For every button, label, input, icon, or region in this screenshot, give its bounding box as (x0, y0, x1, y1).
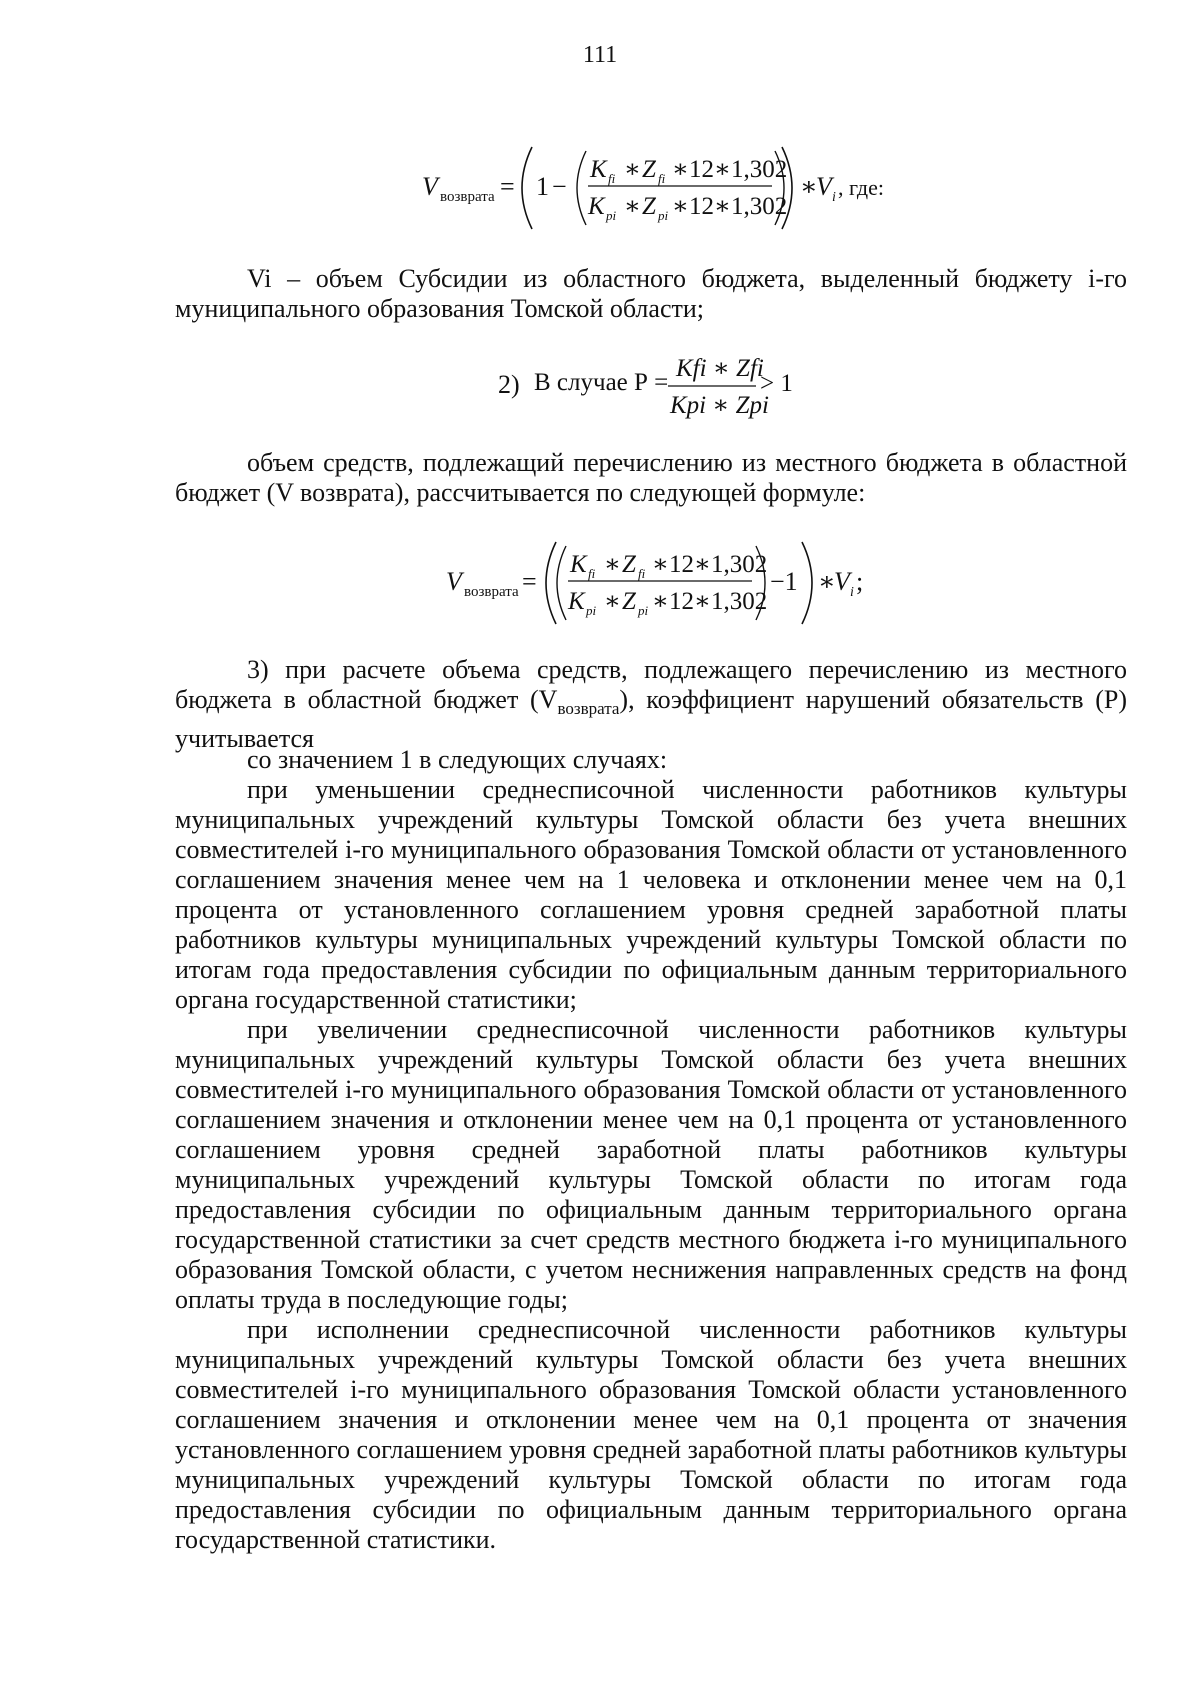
formula2-den-star: ∗ (604, 588, 621, 615)
formula2-suffix: ; (856, 567, 864, 596)
formula2-num-k-sub: fi (588, 566, 596, 581)
para-case-increase: при увеличении среднесписочной численности работников культуры муниципальных учреждений культуры Томской области без учета внешних совместителей i-го муниципального образования Томской области от установленного соглашением значения и отклонении менее чем на 0,1 процента от установленного соглашением уровня средней заработной платы работников культуры муниципальных учреждений культуры Томской области по итогам года предоставления субсидии по официальным данным территориального органа государственной статистики за счет средств местного бюджета i-го муниципального образования Томской области, с учетом неснижения направленных средств на фонд оплаты труда в последующие годы; (175, 1015, 1127, 1314)
formula2-outer-right-paren (802, 542, 812, 624)
case2-denominator: Kpi ∗ Zpi (670, 392, 769, 419)
formula2-vi-sub: i (850, 585, 854, 600)
formula2-v-sub: возврата (464, 584, 519, 600)
formula2-eq: = (522, 567, 537, 596)
formula-v-return-2 (0, 0, 1200, 640)
formula1-v-sub: возврата (440, 189, 495, 205)
formula1-one: 1 (536, 172, 549, 201)
formula2-vi: V (834, 567, 850, 596)
formula1-den-k: K (588, 193, 605, 220)
formula2-num-tail: ∗12∗1,302 (652, 551, 768, 578)
formula2-times: ∗ (818, 567, 836, 596)
para-3-tail: ), коэффициент нарушений обязательств (Р) учитывается (175, 685, 1127, 754)
formula2-minus-one: −1 (770, 567, 798, 596)
para-volume: объем средств, подлежащий перечислению из местного бюджета в областной бюджет (V возврата), рассчитывается по следующей формуле: (175, 448, 1127, 507)
formula2-num-z-sub: fi (638, 566, 646, 581)
para-case-fulfillment: при исполнении среднесписочной численности работников культуры муниципальных учреждений культуры Томской области без учета внешних совместителей i-го муниципального образования Томской области установленного соглашением значения и отклонении менее чем на 0,1 процента от значения установленного соглашением уровня средней заработной платы работников культуры муниципальных учреждений культуры Томской области по итогам года предоставления субсидии по официальным данным территориального органа государственной статистики. (175, 1315, 1127, 1554)
formula2-den-k-sub: pi (586, 603, 597, 618)
case2-numerator: Kfi ∗ Zfi (676, 355, 764, 382)
para-3-coefficient (175, 655, 1127, 754)
formula2-den-tail: ∗12∗1,302 (652, 588, 768, 615)
formula1-minus: − (552, 172, 567, 201)
formula1-num-z-sub: fi (658, 171, 666, 186)
formula2-den-z-sub: pi (638, 603, 649, 618)
para-case-decrease: при уменьшении среднесписочной численности работников культуры муниципальных учреждений культуры Томской области без учета внешних совместителей i-го муниципального образования Томской области от установленного соглашением значения менее чем на 1 человека и отклонении менее чем на 0,1 процента от установленного соглашением уровня средней заработной платы работников культуры муниципальных учреждений культуры Томской области по итогам года предоставления субсидии по официальным данным территориального органа государственной статистики; (175, 775, 1127, 1014)
formula1-vi: V (816, 172, 832, 201)
formula2-num-z: Z (622, 551, 636, 578)
para-3-main: 3) при расчете объема средств, подлежащего перечислению из местного бюджета в областной бюджет (V (175, 655, 1127, 714)
case2-label: В случае Р = (534, 369, 669, 396)
formula1-eq: = (500, 172, 515, 201)
para-vi-definition: Vi – объем Субсидии из областного бюджета, выделенный бюджету i-го муниципального образования Томской области; (175, 264, 1127, 323)
formula1-vi-sub: i (832, 190, 836, 205)
formula1-times: ∗ (800, 172, 818, 201)
case2-number: 2) (498, 370, 520, 399)
formula2-den-z: Z (622, 588, 636, 615)
formula1-suffix: , где: (838, 175, 884, 200)
formula1-den-k-sub: pi (606, 208, 617, 223)
formula2-inner-left-paren (557, 546, 566, 620)
para-3-sub: возврата (557, 699, 620, 719)
para-value-one: со значением 1 в следующих случаях: (247, 745, 668, 774)
formula1-num-tail: ∗12∗1,302 (672, 156, 788, 183)
page-number: 111 (582, 42, 618, 68)
case2-comparison: > 1 (760, 370, 793, 397)
formula1-den-z: Z (642, 193, 656, 220)
formula1-den-z-sub: pi (658, 208, 669, 223)
formula1-num-star: ∗ (624, 156, 641, 183)
formula1-den-tail: ∗12∗1,302 (672, 193, 788, 220)
formula1-num-z: Z (642, 156, 656, 183)
formula2-den-k: K (568, 588, 585, 615)
formula2-num-star: ∗ (604, 551, 621, 578)
formula2-outer-left-paren (546, 542, 556, 624)
formula2-num-k: K (570, 551, 587, 578)
formula1-v: V (422, 172, 438, 201)
formula2-v: V (446, 567, 462, 596)
formula1-den-star: ∗ (624, 193, 641, 220)
formula1-num-k-sub: fi (608, 171, 616, 186)
formula1-num-k: K (590, 156, 607, 183)
